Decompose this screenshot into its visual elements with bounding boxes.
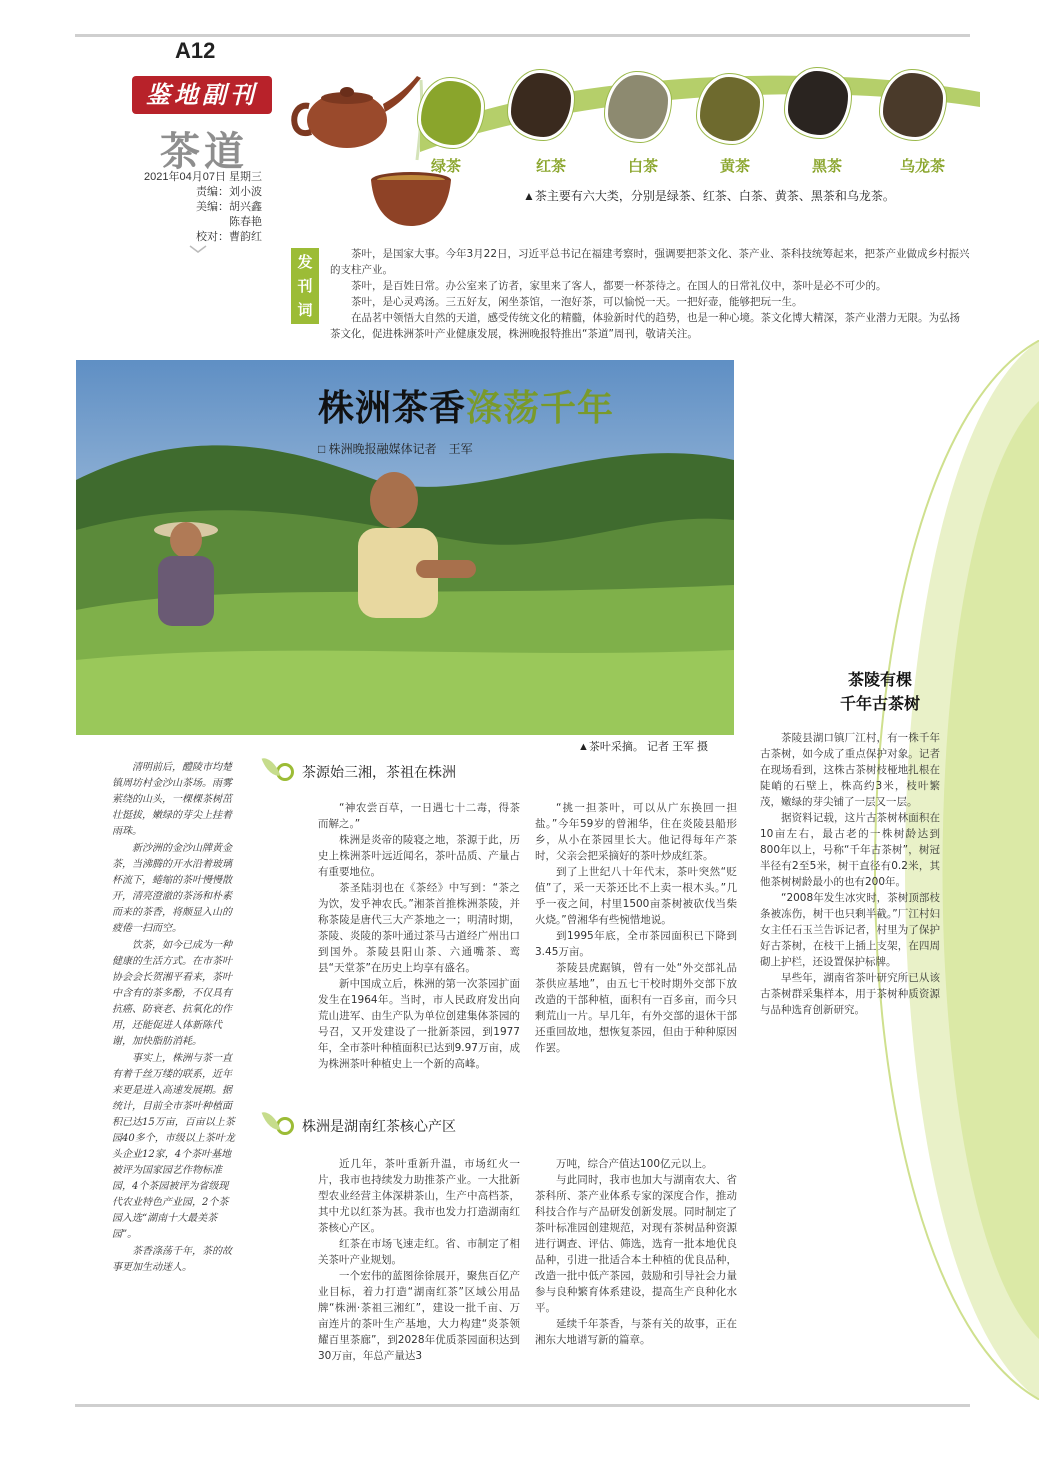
byline: □ 株洲晚报融媒体记者 王军: [318, 442, 473, 456]
leaf-icon: [276, 763, 294, 781]
foreword-paragraph: 茶叶，是百姓日常。办公室来了访者，家里来了客人，都要一杯茶待之。在国人的日常礼仪中，茶叶是必不可少的。: [351, 280, 887, 292]
sidebar-paragraph: 茶陵县湖口镇厂江村，有一株千年古茶树，如今成了重点保护对象。记者在现场看到，这株古茶树枝桠地扎根在陡峭的石壁上，株高约3米，枝叶繁茂，嫩绿的芽尖铺了一层又一层。: [760, 732, 940, 808]
body-paragraph: 茶圣陆羽也在《茶经》中写到：“茶之为饮，发乎神农氏。”湘茶首推株洲茶陵，并称茶陵是唐代三大产茶地之一；明清时期，茶陵、炎陵的茶叶通过茶马古道经广州出口到国外。茶陵县阳山茶、六通嘴茶、鸾县“天堂茶”在历史上均享有盛名。: [318, 882, 520, 974]
body-paragraph: “神农尝百草，一日遇七十二毒，得茶而解之。”: [318, 802, 520, 830]
top-rule: [75, 34, 970, 37]
teapot-icon: [285, 32, 425, 162]
section1-column-2: [535, 800, 737, 1056]
body-paragraph: 与此同时，我市也加大与湖南农大、省茶科所、茶产业体系专家的深度合作，推动科技合作与产品研发创新发展。同时制定了茶叶标准园创建规范，对现有茶树品种资源进行调查、评估、筛选，选育一批本地优良品种，引进一批适合本土种植的优良品种，改造一批中低产茶园，鼓励和引导社会力量参与良种繁育体系建设，提高生产良种化水平。: [535, 1174, 737, 1314]
credit-line: 校对：曹韵红: [196, 231, 262, 243]
body-paragraph: “挑一担茶叶，可以从广东换回一担盐。”今年59岁的曾湘华，住在炎陵县船形乡，从小在茶园里长大。他记得每年产茶时，父亲会把采摘好的茶叶炒成红茶。: [535, 802, 737, 862]
photo-caption: ▲茶叶采摘。 记者 王军 摄: [578, 741, 709, 753]
supplement-badge: [132, 76, 272, 114]
section-heading-text: 株洲是湖南红茶核心产区: [302, 1119, 456, 1135]
foreword-label: 发刊词: [291, 248, 319, 324]
body-paragraph: 到1995年底，全市茶园面积已下降到3.45万亩。: [535, 930, 737, 958]
foreword-paragraph: 茶叶，是心灵鸡汤。三五好友，闲坐茶馆，一泡好茶，可以愉悦一天。一把好壶，能够把玩一生。: [351, 296, 803, 308]
leaf-icon: [276, 1117, 294, 1135]
tea-name: 黑茶: [812, 157, 843, 175]
section1-column-1: [318, 800, 520, 1072]
body-paragraph: 红茶在市场飞速走红。省、市制定了相关茶叶产业规划。: [318, 1238, 520, 1266]
body-paragraph: 延续千年茶香，与茶有关的故事，正在湘东大地谱写新的篇章。: [535, 1318, 737, 1346]
tea-name: 绿茶: [431, 157, 462, 175]
headline-part: 涤荡千年: [466, 388, 615, 429]
sidebar-paragraph: 据资料记载，这片古茶树林面积在10亩左右，最古老的一株树龄达到800年以上，号称“千年古茶树”，树冠半径有2至5米，树干直径有0.2米，其他茶树树龄最小的也有200年。: [760, 812, 940, 888]
intro-paragraph: 清明前后，醴陵市均楚镇周坊村金沙山茶场。雨雾萦绕的山头，一棵棵茶树茁壮挺拔，嫩绿的芽尖上挂着雨珠。: [112, 762, 232, 837]
credit-line: 美编：胡兴鑫: [196, 201, 262, 213]
main-headline: [318, 380, 614, 431]
foreword-paragraph: 在品茗中领悟大自然的天道，感受传统文化的精髓，体验新时代的趋势，也是一种心境。茶文化博大精深，茶产业潜力无限。为弘扬茶文化，促进株洲茶叶产业健康发展，株洲晚报特推出“茶道”周刊，敬请关注。: [330, 312, 960, 340]
credit-line: 责编：刘小波: [196, 186, 262, 198]
body-paragraph: 株洲是炎帝的陵寝之地，茶源于此，历史上株洲茶叶远近闻名，茶叶品质、产量占有重要地位。: [318, 834, 520, 878]
body-paragraph: 茶陵县虎踞镇，曾有一处“外交部礼品茶供应基地”，由五七干校时期外交部下放改造的干部种植，面积有一百多亩，而今只剩荒山一片。早几年，有外交部的退休干部还重回故地，想恢复茶园，但由于种种原因作罢。: [535, 962, 737, 1054]
tea-types-caption: ▲茶主要有六大类，分别是绿茶、红茶、白茶、黄茶、黑茶和乌龙茶。: [523, 189, 895, 203]
sidebar-title: [820, 668, 940, 716]
tea-name: 黄茶: [720, 157, 751, 175]
sidebar-text: [760, 730, 940, 1018]
foreword-text: [330, 246, 970, 342]
body-paragraph: 万吨，综合产值达100亿元以上。: [556, 1158, 713, 1170]
chevron-down-icon: [188, 244, 208, 254]
body-paragraph: 新中国成立后，株洲的第一次茶园扩面发生在1964年。当时，市人民政府发出向荒山进军、由生产队为单位创建集体茶园的号召，又开发建设了一批新茶园，到1977年，全市茶叶种植面积已达到9.97万亩，成为株洲茶叶种植史上一个新的高峰。: [318, 978, 520, 1070]
section2-column-1: [318, 1156, 520, 1364]
tea-name: 白茶: [628, 157, 659, 175]
body-paragraph: 一个宏伟的蓝图徐徐展开，聚焦百亿产业目标，着力打造“湖南红茶”区域公用品牌“株洲·茶祖三湘红”，建设一批千亩、万亩连片的茶叶生产基地，大力构建“炎茶领耀百里茶廊”，到2028年优质茶园面积达到30万亩，年总产量达3: [318, 1270, 520, 1362]
supplement-badge-label: 鉴地副刊: [146, 80, 258, 109]
body-paragraph: 到了上世纪八十年代末，茶叶突然“贬值”了，采一天茶还比不上卖一根木头。”几乎一夜之间，村里1500亩茶树被砍伐当柴火烧。”曾湘华有些惋惜地说。: [535, 866, 737, 926]
tea-name: 乌龙茶: [900, 157, 946, 175]
tea-name: 红茶: [536, 157, 567, 175]
issue-date: 2021年04月07日 星期三: [144, 171, 262, 183]
issue-meta: [132, 170, 262, 245]
section-heading-text: 茶源始三湘，茶祖在株洲: [302, 765, 456, 781]
body-paragraph: 近几年，茶叶重新升温，市场红火一片，我市也持续发力助推茶产业。一大批新型农业经营主体深耕茶山，生产中高档茶，其中尤以红茶为甚。我市也发力打造湖南红茶核心产区。: [318, 1158, 520, 1234]
intro-paragraph: 事实上，株洲与茶一直有着千丝万缕的联系，近年来更是进入高速发展期。据统计，目前全市茶叶种植面积已达15万亩，百亩以上茶园40多个，市级以上茶叶龙头企业12家，4个茶叶基地被评为国家园艺作物标准园，4个茶园被评为省级现代农业特色产业园，2个茶园入选“湖南十大最美茶园”。: [112, 1053, 235, 1240]
intro-paragraph: 新沙洲的金沙山牌黄金茶，当沸腾的开水沿着玻璃杯流下，蜷缩的茶叶慢慢散开，清亮澄澈的茶汤和朴素而来的茶香，将颇显入山的疲倦一扫而空。: [112, 843, 232, 934]
credit-line: 陈春艳: [229, 216, 262, 228]
intro-paragraph: 茶香涤荡千年，茶的故事更加生动迷人。: [112, 1246, 232, 1273]
section2-column-2: [535, 1156, 737, 1348]
section-heading: [276, 1116, 456, 1136]
sidebar-title-line: 千年古茶树: [839, 694, 920, 713]
bottom-rule: [75, 1404, 970, 1407]
headline-part: 株洲茶香: [318, 388, 467, 429]
sidebar-paragraph: 早些年，湖南省茶叶研究所已从该古茶树群采集样本，用于茶树种质资源与品种选育创新研究。: [760, 972, 940, 1016]
section-heading: [276, 762, 456, 782]
tea-cup-icon: [368, 170, 454, 230]
foreword-paragraph: 茶叶，是国家大事。今年3月22日，习近平总书记在福建考察时，强调要把茶文化、茶产业、茶科技统筹起来，把茶产业做成乡村振兴的支柱产业。: [330, 248, 970, 276]
section-title: 茶道: [160, 128, 248, 175]
intro-column: [112, 760, 238, 1277]
page-number: A12: [175, 38, 216, 63]
sidebar-title-line: 茶陵有棵: [847, 670, 912, 689]
sidebar-paragraph: “2008年发生冰灾时，茶树顶部枝条被冻伤，树干也只剩半截。”厂江村妇女主任石玉兰告诉记者，村里为了保护好古茶树，在枝干上插上支架，在四周砌上护栏，还设置保护标牌。: [760, 892, 940, 968]
intro-paragraph: 饮茶，如今已成为一种健康的生活方式。在市茶叶协会会长贺湘平看来，茶叶中含有的茶多酚，不仅具有抗癌、防衰老、抗氧化的作用，还能促进人体新陈代谢，加快脂肪消耗。: [112, 940, 232, 1047]
